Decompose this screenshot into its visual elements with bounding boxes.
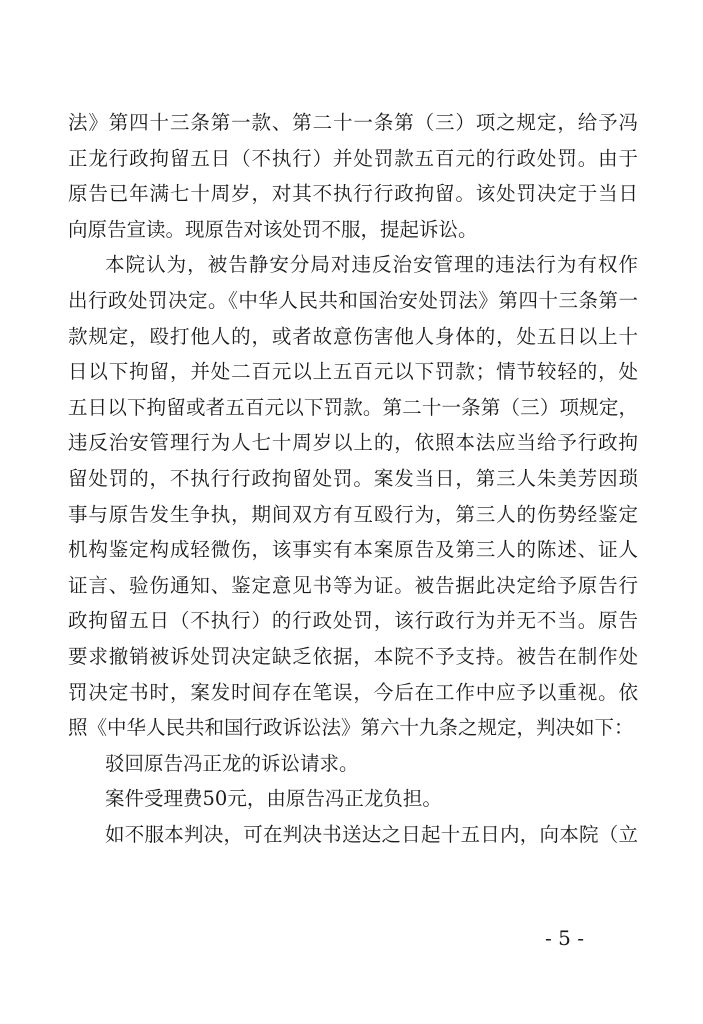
- text-line-5: 本院认为，被告静安分局对违反治安管理的违法行为有权作: [105, 253, 638, 276]
- text-line-13: 机构鉴定构成轻微伤，该事实有本案原告及第三人的陈述、证人: [68, 538, 638, 561]
- text-line-1: 法》第四十三条第一款、第二十一条第（三）项之规定，给予冯: [68, 111, 638, 134]
- text-line-8: 日以下拘留，并处二百元以上五百元以下罚款；情节较轻的，处: [68, 360, 638, 383]
- page-number: - 5 -: [545, 926, 584, 950]
- text-line-14: 证言、验伤通知、鉴定意见书等为证。被告据此决定给予原告行: [68, 574, 638, 597]
- text-line-6: 出行政处罚决定。《中华人民共和国治安处罚法》第四十三条第一: [68, 289, 638, 312]
- text-line-3: 原告已年满七十周岁，对其不执行行政拘留。该处罚决定于当日: [68, 182, 638, 205]
- text-line-21: 如不服本判决，可在判决书送达之日起十五日内，向本院（立: [105, 823, 638, 846]
- text-line-20: 案件受理费50元，由原告冯正龙负担。: [105, 787, 442, 810]
- text-line-10: 违反治安管理行为人七十周岁以上的，依照本法应当给予行政拘: [68, 431, 638, 454]
- text-line-7: 款规定，殴打他人的，或者故意伤害他人身体的，处五日以上十: [68, 325, 638, 348]
- text-line-16: 要求撤销被诉处罚决定缺乏依据，本院不予支持。被告在制作处: [68, 645, 638, 668]
- text-line-17: 罚决定书时，案发时间存在笔误，今后在工作中应予以重视。依: [68, 681, 638, 704]
- text-line-12: 事与原告发生争执，期间双方有互殴行为，第三人的伤势经鉴定: [68, 503, 638, 526]
- text-line-2: 正龙行政拘留五日（不执行）并处罚款五百元的行政处罚。由于: [68, 147, 638, 170]
- text-line-18: 照《中华人民共和国行政诉讼法》第六十九条之规定，判决如下：: [68, 716, 634, 739]
- text-line-15: 政拘留五日（不执行）的行政处罚，该行政行为并无不当。原告: [68, 609, 638, 632]
- text-line-19: 驳回原告冯正龙的诉讼请求。: [105, 752, 359, 775]
- text-line-11: 留处罚的，不执行行政拘留处罚。案发当日，第三人朱美芳因琐: [68, 467, 638, 490]
- text-line-9: 五日以下拘留或者五百元以下罚款。第二十一条第（三）项规定，: [68, 396, 638, 419]
- text-line-4: 向原告宣读。现原告对该处罚不服，提起诉讼。: [68, 218, 478, 241]
